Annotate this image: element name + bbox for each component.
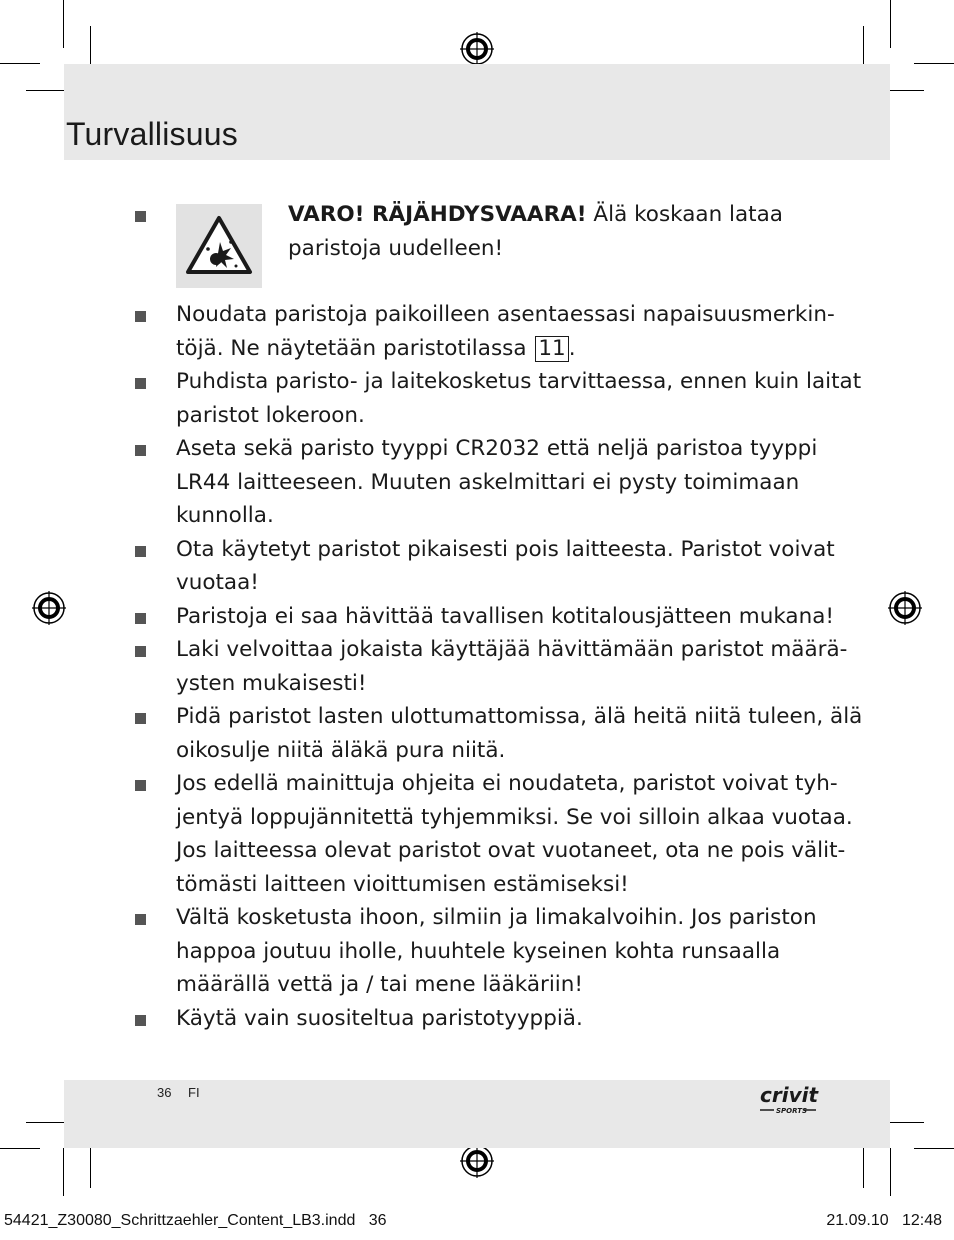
list-item-line: happoa joutuu iholle, huuhtele kyseinen kohta runsaalla — [176, 938, 781, 964]
crop-mark — [26, 1122, 66, 1123]
list-item — [176, 533, 835, 600]
list-item-line: kunnolla. — [176, 503, 274, 528]
list-item-line: Noudata paristoja paikoilleen asentaessasi napaisuusmerkin- — [176, 302, 835, 327]
crivit-logo-icon — [758, 1080, 822, 1118]
bullet — [135, 613, 146, 624]
list-item-line: Ota käytetyt paristot pikaisesti pois laitteesta. Paristot voivat — [176, 536, 835, 562]
bullet — [135, 646, 146, 657]
list-item-line: Aseta sekä paristo tyyppi CR2032 että neljä paristoa tyyppi — [176, 436, 818, 461]
component-ref-box: 11 — [535, 336, 568, 362]
page-title: Turvallisuus — [66, 116, 238, 152]
list-item-line: tömästi laitteen vioittumisen estämiseksi! — [176, 871, 629, 897]
list-item-line: Jos edellä mainittuja ohjeita ei noudateta, paristot voivat tyh- — [176, 771, 838, 796]
bullet — [135, 211, 146, 222]
brand-sub: SPORTS — [776, 1107, 808, 1115]
bullet — [135, 546, 146, 557]
list-item-line: Pidä paristot lasten ulottumattomissa, älä heitä niitä tuleen, älä — [176, 704, 863, 729]
list-item-line: määrällä vettä ja / tai mene lääkäriin! — [176, 972, 584, 997]
list-item-line: ysten mukaisesti! — [176, 670, 367, 696]
bullet — [135, 780, 146, 791]
list-item-line: jentyä loppujännitettä tyhjemmiksi. Se voi silloin alkaa vuotaa. — [176, 804, 853, 830]
crop-mark — [63, 1148, 64, 1196]
bullet — [135, 311, 146, 322]
explosion-warning-icon — [176, 204, 262, 288]
list-item-line-text: töjä. Ne näytetään paristotilassa — [176, 335, 527, 361]
list-item-line: Laki velvoittaa jokaista käyttäjää hävittämään paristot määrä- — [176, 637, 848, 662]
warning-line2: paristoja uudelleen! — [288, 235, 504, 261]
crop-mark — [63, 0, 64, 48]
crop-mark — [914, 1148, 954, 1149]
bullet — [135, 378, 146, 389]
bullet — [135, 445, 146, 456]
warning-icon-box — [176, 204, 262, 288]
warning-heading: VARO! RÄJÄHDYSVAARA! — [288, 202, 587, 227]
crop-mark — [0, 1148, 40, 1149]
list-item-line: Puhdista paristo- ja laitekosketus tarvittaessa, ennen kuin laitat — [176, 369, 862, 394]
list-item-line: vuotaa! — [176, 570, 259, 595]
list-item-line: Vältä kosketusta ihoon, silmiin ja limakalvoihin. Jos pariston — [176, 905, 817, 930]
list-item — [176, 767, 853, 901]
bullet — [135, 914, 146, 925]
list-item — [176, 432, 826, 533]
list-item — [176, 365, 862, 432]
brand-name: crivit — [760, 1083, 819, 1107]
crop-mark — [0, 63, 40, 64]
language-code: FI — [188, 1085, 200, 1100]
list-item — [176, 700, 863, 767]
crop-mark — [890, 0, 891, 48]
bullet — [135, 1015, 146, 1026]
list-item — [176, 1002, 826, 1036]
page-number: 36 — [157, 1085, 172, 1100]
warning-line1: Älä koskaan lataa — [586, 202, 783, 227]
crop-mark — [26, 90, 66, 91]
list-item-line: Paristoja ei saa hävittää tavallisen kotitalousjätteen mukana! — [176, 603, 834, 629]
crop-mark — [884, 1122, 924, 1123]
list-item — [176, 600, 834, 634]
list-item-line: paristot lokeroon. — [176, 402, 365, 428]
list-item-line: oikosulje niitä äläkä pura niitä. — [176, 737, 506, 763]
list-item — [176, 298, 835, 365]
list-item — [176, 633, 848, 700]
ref-suffix: . — [568, 335, 576, 361]
list-item-line: LR44 laitteeseen. Muuten askelmittari ei pysty toimimaan — [176, 469, 800, 495]
slug-date: 21.09.10 12:48 — [826, 1212, 942, 1229]
crop-mark — [914, 63, 954, 64]
list-item-line: Käytä vain suositeltua paristotyyppiä. — [176, 1005, 583, 1031]
list-item — [176, 901, 826, 1002]
list-item-line: Jos laitteessa olevat paristot ovat vuotaneet, ota ne pois välit- — [176, 838, 846, 863]
warning-text — [288, 198, 828, 265]
slug-filename: 54421_Z30080_Schrittzaehler_Content_LB3.indd 36 — [4, 1212, 387, 1229]
registration-mark-icon — [460, 1144, 494, 1178]
list-item-line — [176, 332, 826, 366]
registration-mark-icon — [32, 591, 66, 625]
registration-mark-icon — [460, 32, 494, 66]
registration-mark-icon — [888, 591, 922, 625]
crop-mark — [884, 90, 924, 91]
crop-mark — [890, 1148, 891, 1196]
bullet — [135, 713, 146, 724]
